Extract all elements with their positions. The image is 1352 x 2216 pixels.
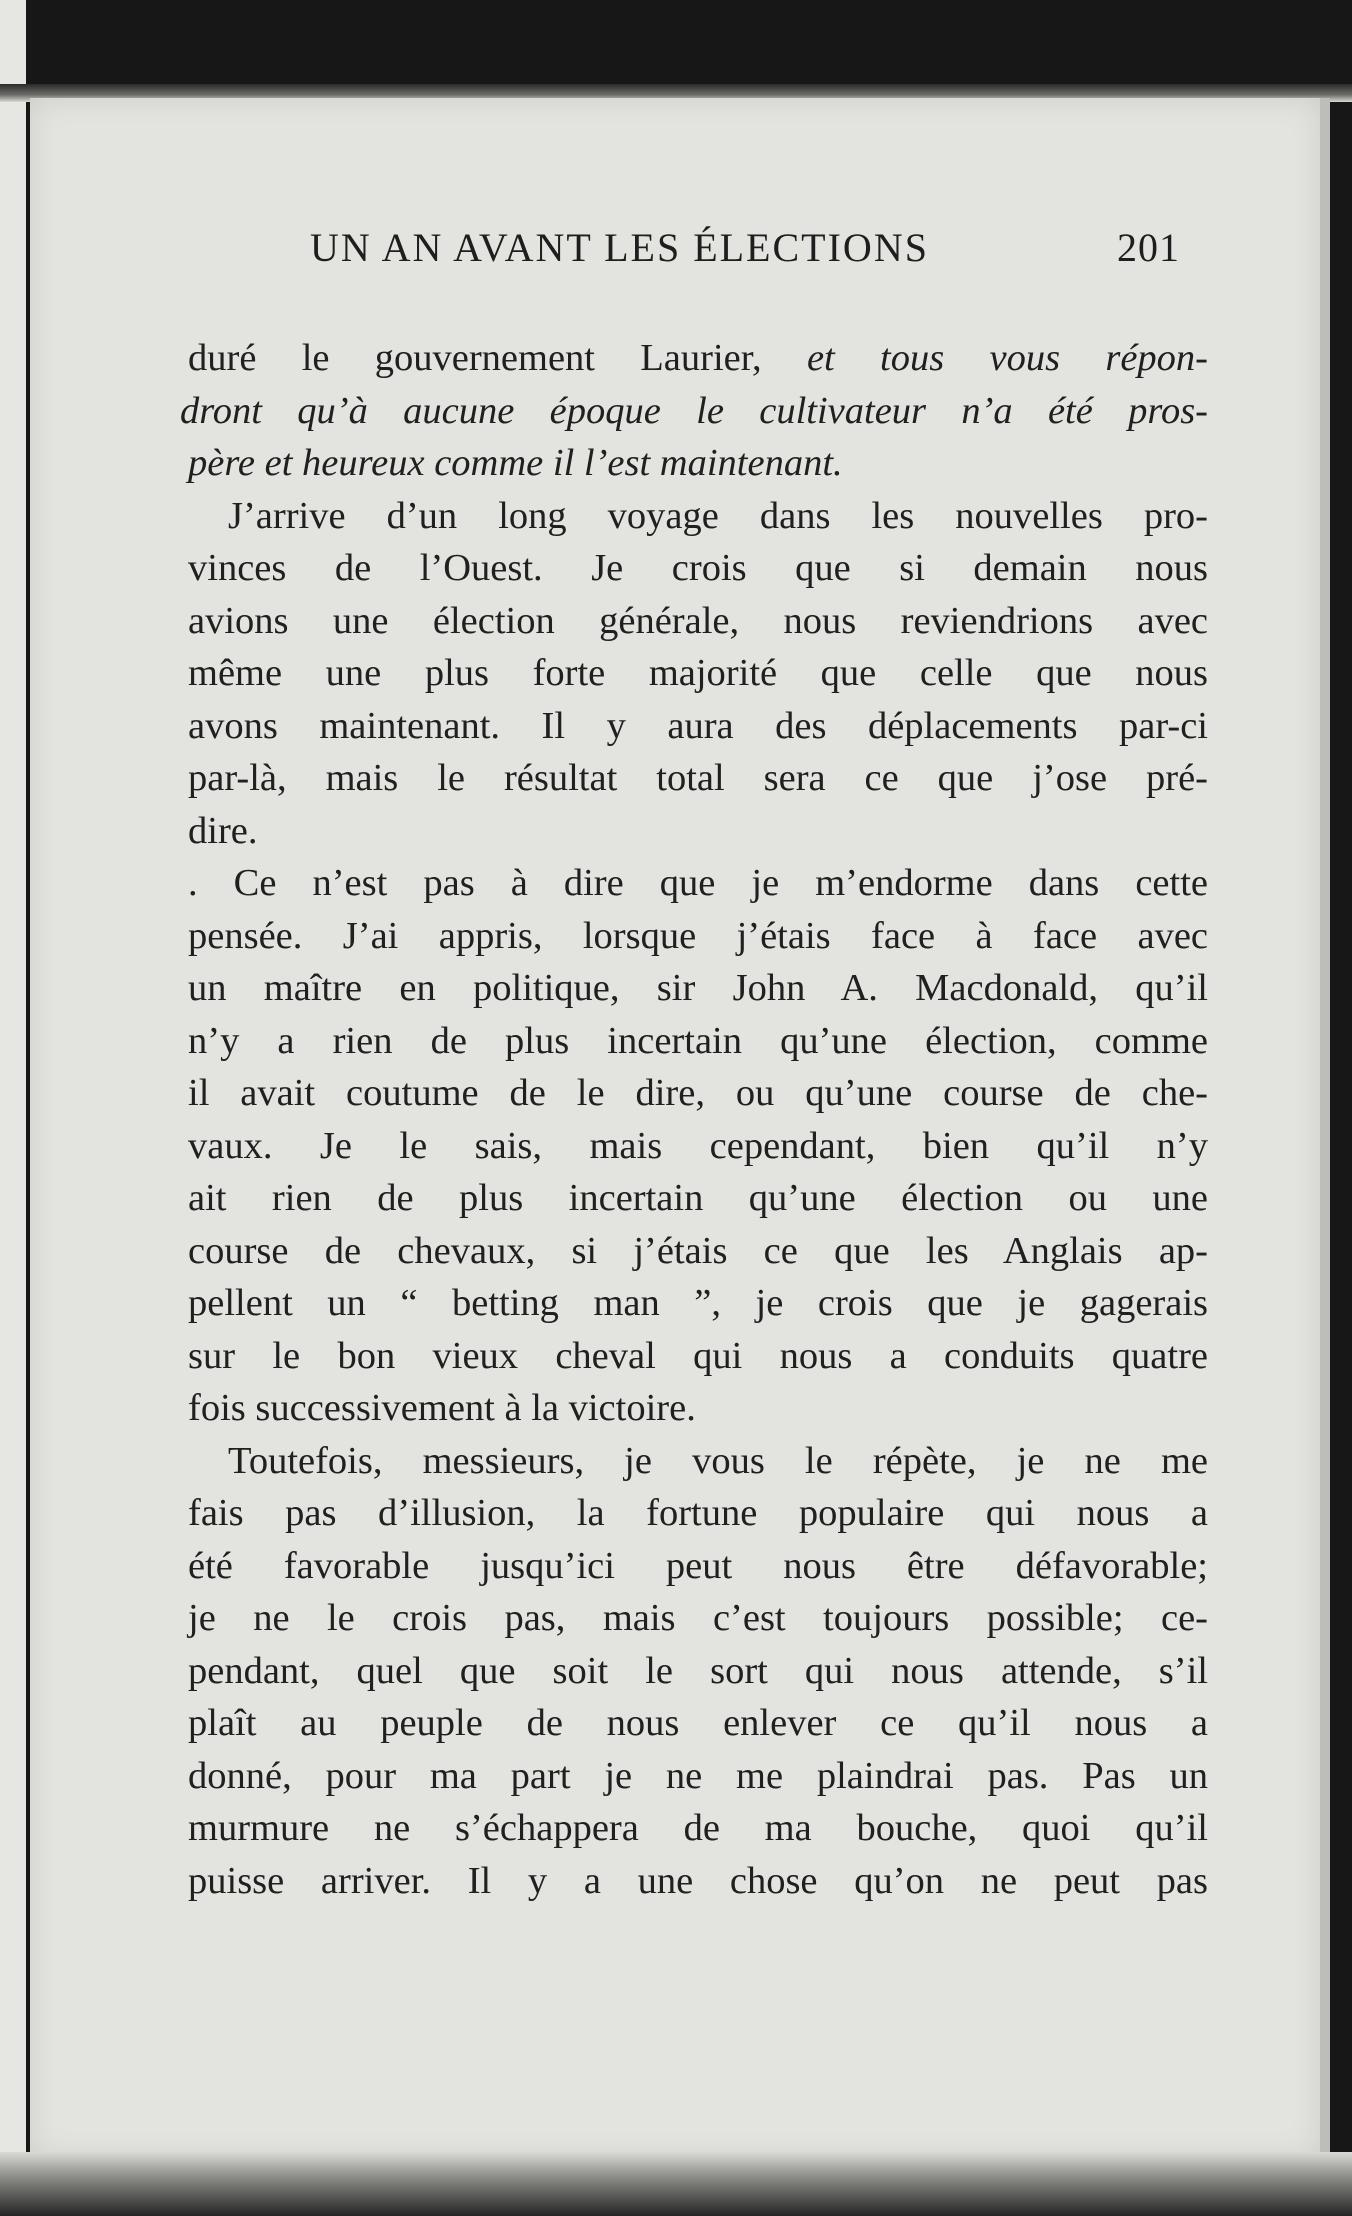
text-line: J’arrive d’un long voyage dans les nouvelles pro- [228, 494, 1208, 537]
text-line: duré le gouvernement Laurier, et tous vous répon- [188, 337, 1208, 379]
text-line: Toutefois, messieurs, je vous le répète, je ne me [228, 1439, 1208, 1482]
text-line: plaît au peuple de nous enlever ce qu’il nous a [188, 1702, 1208, 1744]
text-line: pendant, quel que soit le sort qui nous attende, s’il [188, 1649, 1208, 1692]
text-line: n’y a rien de plus incertain qu’une élection, comme [188, 1019, 1208, 1062]
page-number: 201 [1117, 225, 1180, 270]
text-line: . Ce n’est pas à dire que je m’endorme dans cette [188, 862, 1208, 904]
text-line: puisse arriver. Il y a une chose qu’on ne peut pas [188, 1859, 1208, 1902]
text-line: avions une élection générale, nous reviendrions avec [188, 599, 1208, 642]
text-line: par-là, mais le résultat total sera ce que j’ose pré- [188, 757, 1208, 799]
text-line: père et heureux comme il l’est maintenant. [188, 442, 843, 484]
text-line: course de chevaux, si j’étais ce que les Anglais ap- [188, 1229, 1208, 1272]
text-line: pellent un “ betting man ”, je crois que je gagerais [188, 1282, 1208, 1324]
text-line: été favorable jusqu’ici peut nous être défavorable; [188, 1544, 1208, 1587]
text-line: avons maintenant. Il y aura des déplacements par-ci [188, 704, 1208, 747]
text-line: vinces de l’Ouest. Je crois que si demain nous [188, 547, 1208, 589]
page-bottom-edge [0, 2152, 1352, 2216]
text-line: dire. [188, 809, 258, 852]
text-line: vaux. Je le sais, mais cependant, bien qu’il n’y [188, 1124, 1208, 1167]
text-line: sur le bon vieux cheval qui nous a conduits quatre [188, 1334, 1208, 1377]
running-head [150, 224, 1180, 284]
text-line: donné, pour ma part je ne me plaindrai pas. Pas un [188, 1754, 1208, 1797]
running-head-title: UN AN AVANT LES ÉLECTIONS [310, 225, 929, 270]
text-line: murmure ne s’échappera de ma bouche, quoi qu’il [188, 1807, 1208, 1849]
text-line: je ne le crois pas, mais c’est toujours possible; ce- [188, 1597, 1208, 1639]
text-line: ait rien de plus incertain qu’une élection ou une [188, 1177, 1208, 1219]
text-line: même une plus forte majorité que celle que nous [188, 652, 1208, 694]
body-text [180, 332, 1208, 1907]
text-line: dront qu’à aucune époque le cultivateur n’a été pros- [180, 389, 1208, 432]
text-line: fais pas d’illusion, la fortune populaire qui nous a [188, 1492, 1208, 1534]
text-line: fois successivement à la victoire. [188, 1387, 696, 1429]
page-right-edge [1320, 98, 1330, 2158]
text-line: il avait coutume de le dire, ou qu’une course de che- [188, 1072, 1208, 1114]
text-line: un maître en politique, sir John A. Macdonald, qu’il [188, 967, 1208, 1009]
binding-edge [0, 0, 26, 2216]
text-line: pensée. J’ai appris, lorsque j’étais face à face avec [188, 914, 1208, 957]
